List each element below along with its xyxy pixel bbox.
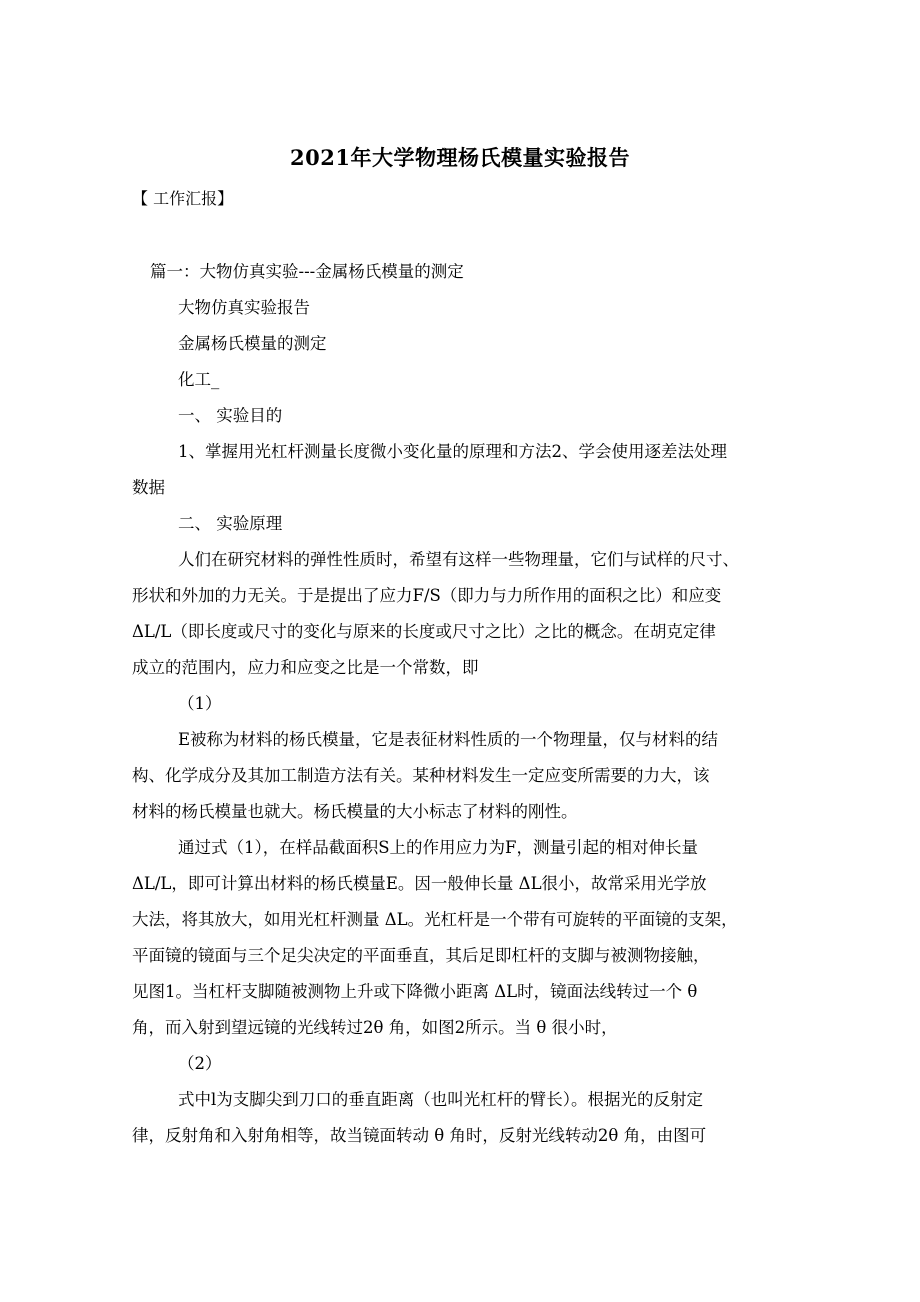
paragraph-line: 人们在研究材料的弹性性质时，希望有这样一些物理量，它们与试样的尺寸、	[178, 550, 739, 569]
paragraph-line: 数据	[132, 478, 165, 497]
paragraph-line: 律，反射角和入射角相等，故当镜面转动 θ 角时，反射光线转动2θ 角，由图可	[132, 1126, 707, 1145]
paragraph-line: 式中l为支脚尖到刀口的垂直距离（也叫光杠杆的臂长）。根据光的反射定	[178, 1090, 704, 1109]
experiment-name: 金属杨氏模量的测定	[178, 334, 327, 353]
section-heading-part-one: 篇一：大物仿真实验---金属杨氏模量的测定	[150, 262, 464, 281]
paragraph-line: E被称为材料的杨氏模量，它是表征材料性质的一个物理量，仅与材料的结	[178, 730, 719, 749]
section-heading-principle: 二、 实验原理	[178, 514, 283, 533]
equation-number: （1）	[178, 694, 222, 713]
paragraph-line: 角，而入射到望远镜的光线转过2θ 角，如图2所示。当 θ 很小时，	[132, 1018, 618, 1037]
paragraph-line: 大法，将其放大，如用光杠杆测量 ΔL。光杠杆是一个带有可旋转的平面镜的支架，	[132, 910, 738, 929]
paragraph-line: ΔL/L，即可计算出材料的杨氏模量E。因一般伸长量 ΔL很小，故常采用光学放	[132, 874, 707, 893]
paragraph-line: 1、掌握用光杠杆测量长度微小变化量的原理和方法2、学会使用逐差法处理	[178, 442, 727, 461]
paragraph-line: 见图1。当杠杆支脚随被测物上升或下降微小距离 ΔL时，镜面法线转过一个 θ	[132, 982, 698, 1001]
paragraph-line: ΔL/L（即长度或尺寸的变化与原来的长度或尺寸之比）之比的概念。在胡克定律	[132, 622, 716, 641]
document-title: 2021年大学物理杨氏模量实验报告	[290, 145, 630, 170]
paragraph-line: 构、化学成分及其加工制造方法有关。某种材料发生一定应变所需要的力大，该	[132, 766, 710, 785]
paragraph-line: 成立的范围内，应力和应变之比是一个常数，即	[132, 658, 479, 677]
document-tag: 【 工作汇报】	[132, 189, 234, 208]
paragraph-line: 形状和外加的力无关。于是提出了应力F/S（即力与力所作用的面积之比）和应变	[132, 586, 722, 605]
paragraph-line: 通过式（1），在样品截面积S上的作用应力为F，测量引起的相对伸长量	[178, 838, 698, 857]
paragraph-line: 平面镜的镜面与三个足尖决定的平面垂直，其后足即杠杆的支脚与被测物接触，	[132, 946, 710, 965]
report-subtitle: 大物仿真实验报告	[178, 298, 310, 317]
paragraph-line: 材料的杨氏模量也就大。杨氏模量的大小标志了材料的刚性。	[132, 802, 578, 821]
section-heading-purpose: 一、 实验目的	[178, 406, 283, 425]
equation-number: （2）	[178, 1054, 222, 1073]
department-line: 化工_	[178, 370, 220, 389]
